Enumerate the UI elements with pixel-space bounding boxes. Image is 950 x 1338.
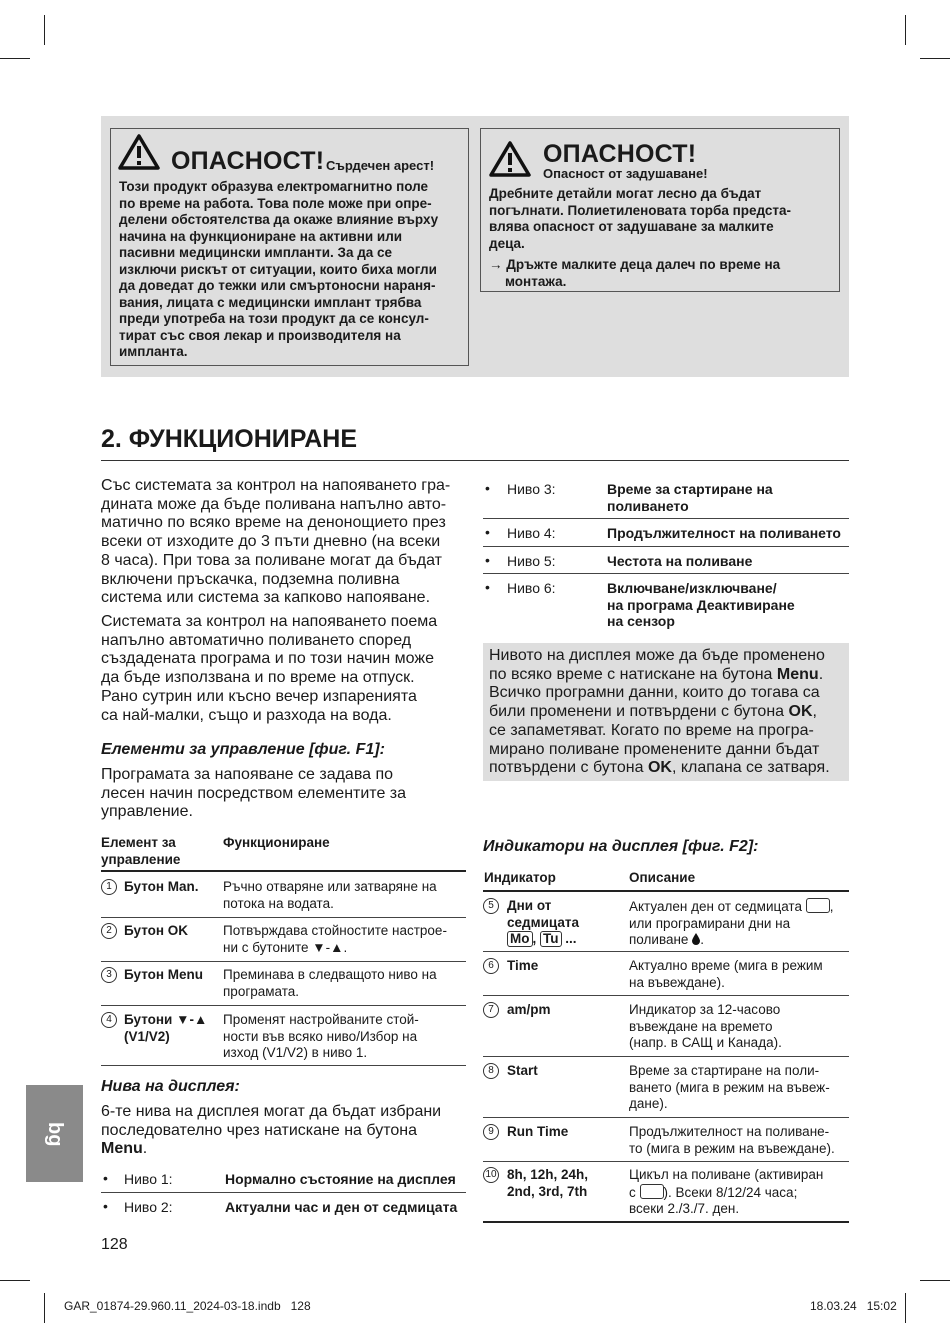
warning-subtitle: Сърдечен арест! [326, 158, 435, 173]
level-text: Честота на поливане [607, 553, 753, 569]
warning-title: ОПАСНОСТ! [171, 147, 325, 175]
callout-number: 4 [101, 1012, 117, 1028]
intro-paragraph-1: Със системата за контрол на напояването гра- дината може да бъде поливана напълно авто- матично по всяко време на денонощието през всеки от изходите до 3 пъти дневно (на всеки 8 часа). При това за поливане могат да бъдат включени пръскачка, подземна поливна система или система за капково напояване. [101, 477, 451, 607]
callout-number: 1 [101, 879, 117, 895]
table-cell: Ръчно отваряне или затваряне на потока на водата. [223, 879, 437, 911]
callout-number: 7 [483, 1002, 499, 1018]
level-label: Ниво 2: [124, 1199, 173, 1215]
table-cell: Променят настройваните стой- ности във всяко ниво/Избор на изход (V1/V2) в ниво 1. [223, 1012, 419, 1060]
level-text: Нормално състояние на дисплея [225, 1171, 456, 1187]
level-label: Ниво 4: [507, 525, 556, 541]
bullet: • [485, 579, 490, 595]
crop-mark [0, 58, 30, 59]
table-cell: Run Time [507, 1124, 569, 1139]
callout-number: 10 [483, 1167, 499, 1183]
levels-heading: Нива на дисплея: [101, 1078, 240, 1095]
bullet: • [485, 524, 490, 540]
info-box-text: Нивото на дисплея може да бъде променено по всяко време с натискане на бутона Menu. Всичко програмни данни, които до тогава са били променени и потвърдени с бутона OK, се запаметяват. Когато по време на програ- мирано поливане променените данни бъдат потвърдени с бутона OK, клапана се затваря. [489, 647, 830, 777]
crop-mark [905, 1293, 906, 1323]
footer-date: 18.03.24 15:02 [810, 1299, 897, 1313]
table-header: Индикатор [484, 870, 556, 885]
table-rule [483, 1117, 849, 1118]
crop-mark [0, 1280, 30, 1281]
section-heading: 2. ФУНКЦИОНИРАНЕ [101, 425, 358, 453]
table-header: Описание [629, 870, 696, 885]
divider [101, 460, 849, 461]
table-rule [101, 917, 466, 918]
table-rule [483, 573, 849, 574]
table-rule [483, 518, 849, 519]
callout-number: 3 [101, 967, 117, 983]
table-cell: Преминава в следващото ниво на програмата. [223, 967, 437, 999]
warning-triangle-icon [488, 140, 532, 178]
table-cell: Бутони ▼-▲ (V1/V2) [124, 1012, 208, 1044]
table-cell: Актуален ден от седмицата , или програмирани дни на поливане . [629, 899, 834, 947]
crop-mark [44, 1293, 45, 1323]
crop-mark [44, 15, 45, 45]
cycle-frame-icon [640, 1184, 664, 1199]
crop-mark [920, 58, 950, 59]
table-rule [483, 995, 849, 996]
level-label: Ниво 6: [507, 580, 556, 596]
crop-mark [920, 1280, 950, 1281]
level-text: Продължителност на поливането [607, 525, 841, 541]
callout-number: 9 [483, 1124, 499, 1140]
table-cell: Потвърждава стойностите настрое- ни с бутоните ▼-▲. [223, 923, 447, 955]
table-rule [101, 961, 466, 962]
warning-body: Този продукт образува електромагнитно поле по време на работа. Това поле може при опре- делени обстоятелства да окаже влияние върху начина на функциониране на активни или пасивни медицински импланти. За да се изключи рискът от ситуации, които биха могли да доведат до тежки или смъртоносни нараня- вания, лицата с медицински имплант трябва преди употреба на този продукт да се консул- тират със своя лекар и производителя на импланта. [119, 179, 439, 359]
table-cell: Бутон OK [124, 923, 189, 938]
water-drop-icon [692, 933, 700, 945]
callout-number: 6 [483, 958, 499, 974]
table-cell: Актуално време (мига в режим на въвеждане). [629, 958, 823, 990]
bullet: • [103, 1170, 108, 1186]
table-cell: Дни от седмицата Mo , Tu ... [507, 898, 579, 946]
intro-paragraph-2: Системата за контрол на напояването поема напълно автоматично поливането според създадената програма и по този начин може да бъде използвана и по време на отпуск. Рано сутрин или късно вечер изпаренията са най-малки, също и разхода на вода. [101, 613, 438, 724]
controls-heading: Елементи за управление [фиг. F1]: [101, 741, 385, 758]
table-rule [101, 1005, 466, 1006]
level-text: Актуални час и ден от седмицата [225, 1199, 458, 1215]
table-cell: Продължителност на поливане- то (мига в режим на въвеждане). [629, 1124, 835, 1156]
callout-number: 2 [101, 923, 117, 939]
callout-number: 8 [483, 1063, 499, 1079]
key-mo: Mo [507, 931, 533, 947]
table-header: Функциониране [223, 835, 330, 850]
table-cell: Цикъл на поливане (активиран с ). Всеки 8/12/24 часа; всеки 2./3./7. ден. [629, 1167, 824, 1216]
footer-file-info: GAR_01874-29.960.11_2024-03-18.indb 128 [64, 1299, 311, 1313]
bullet: • [485, 552, 490, 568]
warning-triangle-icon [117, 133, 161, 171]
table-header: Елемент за управление [101, 835, 181, 867]
callout-number: 5 [483, 898, 499, 914]
key-tu: Tu [540, 931, 562, 947]
bullet: • [485, 480, 490, 496]
language-tab-label: bg [44, 1122, 66, 1147]
levels-intro: 6-те нива на дисплея могат да бъдат избрани последователно чрез натискане на бутона Menu. [101, 1103, 442, 1158]
table-cell: Time [507, 958, 539, 973]
table-rule [483, 890, 849, 892]
table-rule [483, 1161, 849, 1162]
table-rule [483, 1056, 849, 1057]
table-rule [483, 546, 849, 547]
level-label: Ниво 1: [124, 1171, 173, 1187]
level-label: Ниво 3: [507, 481, 556, 497]
table-rule [101, 1065, 466, 1066]
table-cell: Start [507, 1063, 538, 1078]
bullet: • [103, 1198, 108, 1214]
day-frame-icon [806, 898, 830, 913]
controls-intro: Програмата за напояване се задава по лесен начин посредством елементите за управление. [101, 766, 407, 821]
warning-body: Дребните детайли могат лесно да бъдат погълнати. Полиетиленовата торба предста- влява опасност от задушаване за малките деца. [489, 186, 791, 251]
table-cell: Време за стартиране на поли- ването (мига в режим на въвеж- дане). [629, 1063, 830, 1111]
crop-mark [905, 15, 906, 45]
table-rule [483, 1221, 849, 1223]
table-cell: am/pm [507, 1002, 551, 1017]
level-text: Включване/изключване/ на програма Деактивиране на сензор [607, 580, 795, 629]
warning-subtitle: Опасност от задушаване! [543, 166, 708, 181]
table-cell: 8h, 12h, 24h, 2nd, 3rd, 7th [507, 1167, 589, 1199]
page-number: 128 [101, 1236, 128, 1253]
table-rule [101, 1192, 466, 1193]
indicators-heading: Индикатори на дисплея [фиг. F2]: [483, 838, 759, 855]
table-rule [483, 951, 849, 952]
level-text: Време за стартиране на поливането [607, 481, 773, 514]
level-label: Ниво 5: [507, 553, 556, 569]
warning-title: ОПАСНОСТ! [543, 140, 697, 168]
table-cell: Бутон Menu [124, 967, 204, 982]
table-rule [101, 870, 466, 872]
table-cell: Индикатор за 12-часово въвеждане на времето (напр. в САЩ и Канада). [629, 1002, 782, 1050]
table-cell: Бутон Man. [124, 879, 199, 894]
warning-action: → Дръжте малките деца далеч по време на монтажа. [489, 257, 781, 289]
